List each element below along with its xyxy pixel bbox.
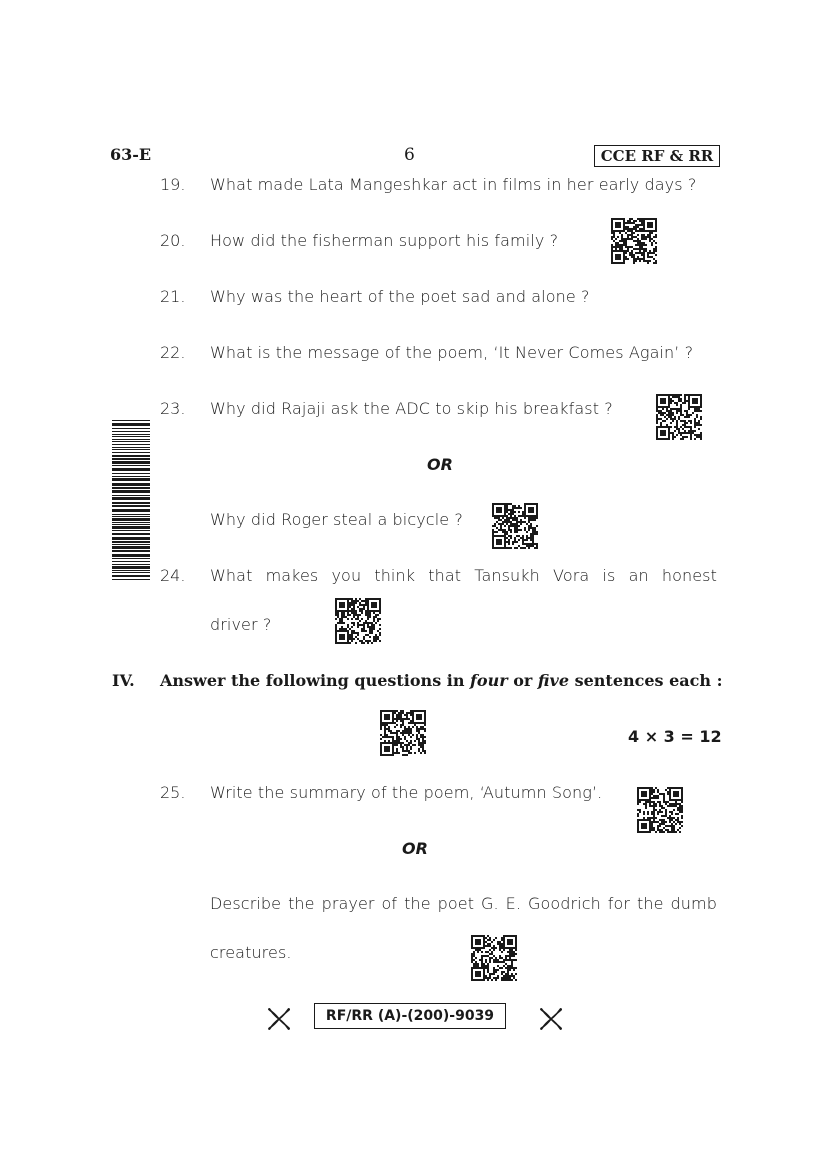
qr-code-icon xyxy=(611,218,657,264)
question-text: What made Lata Mangeshkar act in films in her early days ? xyxy=(210,175,697,194)
question-number: 25. xyxy=(160,783,186,802)
section-number: IV. xyxy=(112,671,135,690)
ornament-right-icon xyxy=(538,1006,564,1032)
ornament-left-icon xyxy=(266,1006,292,1032)
or-separator: OR xyxy=(427,455,453,474)
question-text-continued: driver ? xyxy=(210,615,272,634)
qr-code-icon xyxy=(656,394,702,440)
paper-code: 63-E xyxy=(110,145,152,164)
qr-code-icon xyxy=(471,935,517,981)
question-text-alternative: Describe the prayer of the poet G. E. Goodrich for the dumb xyxy=(210,894,717,913)
question-text: Write the summary of the poem, ‘Autumn Song’. xyxy=(210,783,603,802)
or-separator: OR xyxy=(402,839,428,858)
qr-code-icon xyxy=(335,598,381,644)
question-number: 19. xyxy=(160,175,186,194)
barcode-icon xyxy=(112,420,150,580)
series-badge: CCE RF & RR xyxy=(594,145,720,167)
qr-code-icon xyxy=(492,503,538,549)
question-text: What makes you think that Tansukh Vora is an honest xyxy=(210,566,717,585)
qr-code-icon xyxy=(380,710,426,756)
question-text: Why did Rajaji ask the ADC to skip his breakfast ? xyxy=(210,399,613,418)
marks-allocation: 4 × 3 = 12 xyxy=(628,727,722,746)
question-text-alternative: Why did Roger steal a bicycle ? xyxy=(210,510,463,529)
question-text: Why was the heart of the poet sad and alone ? xyxy=(210,287,590,306)
page-number: 6 xyxy=(404,145,415,165)
question-number: 24. xyxy=(160,566,186,585)
question-text-continued: creatures. xyxy=(210,943,292,962)
question-text: How did the fisherman support his family ? xyxy=(210,231,559,250)
question-number: 22. xyxy=(160,343,186,362)
question-number: 21. xyxy=(160,287,186,306)
footer-code: RF/RR (A)-(200)-9039 xyxy=(314,1003,506,1029)
question-number: 20. xyxy=(160,231,186,250)
question-number: 23. xyxy=(160,399,186,418)
question-text: What is the message of the poem, ‘It Never Comes Again’ ? xyxy=(210,343,694,362)
section-instruction: Answer the following questions in four or five sentences each : xyxy=(160,671,723,690)
qr-code-icon xyxy=(637,787,683,833)
